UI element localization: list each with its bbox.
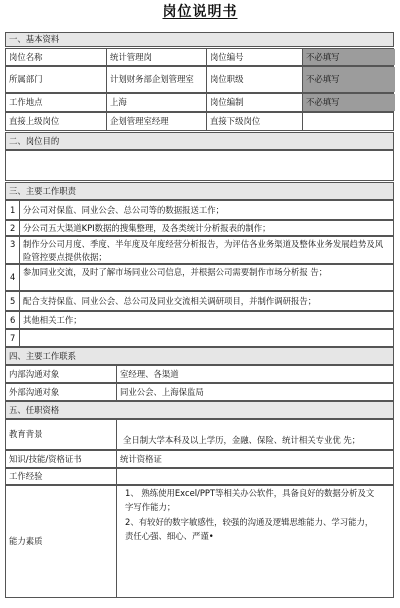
label-position-name: 岗位名称 [9,51,43,62]
value-education: 全日制大学本科及以上学历，金融、保险、统计相关专业优 先； [116,420,395,449]
label-position-grade: 岗位职级 [206,67,302,92]
duty-number: 2 [10,222,16,233]
value-subordinate [302,113,395,130]
duty-text: 参加同业交流，及时了解市场同业公司信息，并根据公司需要制作市场分析报 告； [19,265,395,290]
value-position-grade: 不必填写 [302,67,395,92]
section-heading: 五、任职资格 [9,404,60,415]
label-location: 工作地点 [9,97,43,108]
section-heading: 三、主要工作职责 [9,185,76,196]
value-internal-contacts: 室经理、各渠道 [116,366,395,382]
abilities-text [116,486,395,597]
duty-row [5,236,394,264]
duty-number: 1 [10,204,16,215]
value-position-code: 不必填写 [302,49,395,65]
value-department: 计划财务部企划管理室 [106,67,206,92]
label-abilities: 能力素质 [9,536,43,547]
duty-row [5,329,394,347]
basic-row-position-name [5,48,394,66]
label-external-contacts: 外部沟通对象 [9,386,60,397]
duty-row [5,291,394,311]
section-basic-info [5,32,394,47]
purpose-body [5,150,394,181]
ability-item-2: 2、有较好的数字敏感性，较强的沟通及逻辑思维能力、学习能力，责任心强、细心、严谨• [125,516,374,541]
section-purpose [5,132,394,150]
qual-row-certificates [5,450,394,468]
duty-row [5,311,394,329]
value-position-name: 统计管理岗 [106,49,206,65]
duty-text [19,330,395,346]
label-supervisor: 直接上级岗位 [9,116,60,127]
value-supervisor: 企划管理室经理 [106,113,206,130]
duty-text: 制作分公司月度、季度、半年度及年度经营分析报告，为评估各业务渠道及整体业务发展趋势及风险管控要点提供依据； [19,237,395,263]
duty-number: 3 [10,239,16,249]
label-certificates: 知识/技能/资格证书 [9,453,82,464]
duty-text: 分公司对保监、同业公会、总公司等的数据报送工作； [19,201,395,219]
qual-row-experience [5,468,394,485]
label-subordinate: 直接下级岗位 [206,113,302,130]
value-headcount: 不必填写 [302,94,395,111]
duty-text: 分公司五大渠道KPI数据的搜集整理，及各类统计分析报表的制作； [19,221,395,235]
section-heading: 一、基本资料 [9,34,60,45]
basic-row-supervisor [5,112,394,131]
section-heading: 二、岗位目的 [9,135,60,146]
qual-row-abilities [5,485,394,598]
contact-row-internal [5,365,394,383]
duty-text: 其他相关工作； [19,312,395,328]
contact-row-external [5,383,394,401]
ability-item-1: 1、 熟练使用Excel/PPT等相关办公软件，具备良好的数据分析及文字写作能力； [125,488,375,513]
qual-row-education [5,419,394,450]
duty-number: 6 [10,314,16,325]
duty-text: 配合支持保监、同业公会、总公司及同业交流相关调研项目，并制作调研报告； [19,292,395,310]
duty-number: 5 [10,295,16,306]
value-location: 上海 [106,94,206,111]
label-education: 教育背景 [9,429,43,440]
section-qualifications [5,401,394,419]
duty-row [5,220,394,236]
value-external-contacts: 同业公会、上海保监局 [116,384,395,400]
basic-row-location [5,93,394,112]
duty-row [5,264,394,291]
document-title: 岗位说明书 [162,4,238,20]
label-headcount: 岗位编制 [206,94,302,111]
duty-number: 7 [10,332,16,343]
section-duties [5,182,394,200]
duty-number: 4 [10,272,16,283]
label-internal-contacts: 内部沟通对象 [9,368,60,379]
label-experience: 工作经验 [9,471,43,482]
value-experience [116,469,395,484]
duty-row [5,200,394,220]
label-department: 所属部门 [9,74,43,85]
section-contacts [5,347,394,365]
basic-row-department [5,66,394,93]
purpose-text [6,151,395,180]
value-certificates: 统计资格证 [116,451,395,467]
label-position-code: 岗位编号 [206,49,302,65]
section-heading: 四、主要工作联系 [9,350,76,361]
